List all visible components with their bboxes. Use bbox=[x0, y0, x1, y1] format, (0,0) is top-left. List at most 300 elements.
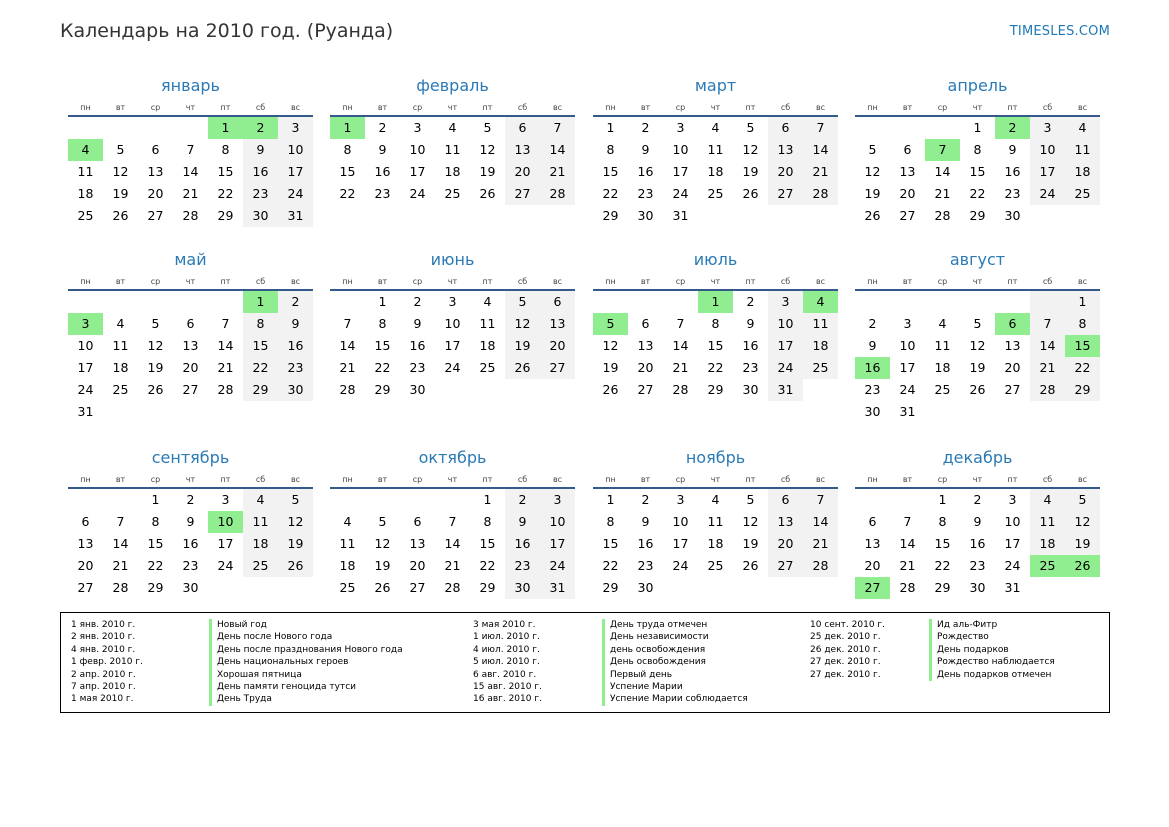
day-cell: 4 bbox=[116, 316, 125, 331]
day-cell: 11 bbox=[1030, 511, 1065, 533]
weekday-label: пт bbox=[745, 102, 756, 112]
weekday-label: вс bbox=[552, 474, 563, 484]
empty-cell bbox=[768, 205, 803, 227]
weekday-header bbox=[68, 99, 313, 117]
empty-cell bbox=[208, 401, 243, 423]
weekday-label: пт bbox=[220, 102, 231, 112]
day-cell: 12 bbox=[742, 514, 759, 529]
empty-cell bbox=[365, 489, 400, 511]
day-cell: 9 bbox=[186, 514, 195, 529]
day-cell: 19 bbox=[1065, 533, 1100, 555]
day-cell: 15 bbox=[339, 164, 356, 179]
day-cell: 25 bbox=[934, 382, 951, 397]
page-title: Календарь на 2010 год. (Руанда) bbox=[60, 20, 394, 42]
holiday-day-cell: 4 bbox=[68, 139, 103, 161]
days-grid bbox=[68, 117, 313, 227]
legend-holiday-name: День национальных героев bbox=[209, 656, 403, 668]
empty-cell bbox=[68, 291, 103, 313]
day-cell: 26 bbox=[278, 555, 313, 577]
weekday-header bbox=[855, 273, 1100, 291]
weekday-label: пт bbox=[482, 102, 493, 112]
weekday-header bbox=[68, 273, 313, 291]
weekday-label: сб bbox=[255, 474, 266, 484]
weekday-label: чт bbox=[447, 474, 458, 484]
day-cell: 10 bbox=[409, 142, 426, 157]
month-name: март bbox=[694, 76, 737, 95]
day-cell: 4 bbox=[483, 294, 492, 309]
day-cell: 2 bbox=[868, 316, 877, 331]
day-cell: 21 bbox=[112, 558, 129, 573]
day-cell: 19 bbox=[278, 533, 313, 555]
month-2 bbox=[330, 73, 575, 205]
day-cell: 30 bbox=[1004, 208, 1021, 223]
day-cell: 9 bbox=[505, 511, 540, 533]
day-cell: 21 bbox=[803, 161, 838, 183]
day-cell: 3 bbox=[1008, 492, 1017, 507]
day-cell: 20 bbox=[409, 558, 426, 573]
day-cell: 6 bbox=[540, 291, 575, 313]
weekday-label: вт bbox=[902, 276, 913, 286]
day-cell: 9 bbox=[641, 142, 650, 157]
day-cell: 24 bbox=[1004, 558, 1021, 573]
month-name: июнь bbox=[430, 250, 475, 269]
empty-cell bbox=[995, 401, 1030, 423]
empty-cell bbox=[855, 489, 890, 511]
day-cell: 27 bbox=[77, 580, 94, 595]
legend-date: 2 янв. 2010 г. bbox=[71, 632, 136, 643]
empty-cell bbox=[925, 117, 960, 139]
weekday-label: вс bbox=[1077, 474, 1088, 484]
day-cell: 13 bbox=[409, 536, 426, 551]
weekday-label: ср bbox=[675, 474, 686, 484]
day-cell: 24 bbox=[768, 357, 803, 379]
day-cell: 13 bbox=[1004, 338, 1021, 353]
weekday-label: сб bbox=[780, 276, 791, 286]
month-8 bbox=[855, 247, 1100, 423]
weekday-label: пн bbox=[605, 276, 616, 286]
weekday-label: вс bbox=[815, 474, 826, 484]
holiday-day-cell: 1 bbox=[330, 117, 365, 139]
weekday-label: пн bbox=[605, 102, 616, 112]
day-cell: 27 bbox=[899, 208, 916, 223]
day-cell: 11 bbox=[243, 511, 278, 533]
weekday-label: вс bbox=[1077, 102, 1088, 112]
day-cell: 24 bbox=[899, 382, 916, 397]
empty-cell bbox=[138, 291, 173, 313]
day-cell: 29 bbox=[217, 208, 234, 223]
legend-date: 25 дек. 2010 г. bbox=[810, 632, 881, 643]
legend-holiday-name: День независимости bbox=[602, 631, 748, 643]
legend-date: 15 авг. 2010 г. bbox=[473, 681, 542, 692]
day-cell: 27 bbox=[768, 183, 803, 205]
day-cell: 8 bbox=[711, 316, 720, 331]
day-cell: 10 bbox=[444, 316, 461, 331]
month-name: январь bbox=[161, 76, 220, 95]
weekday-label: пн bbox=[342, 102, 353, 112]
day-cell: 8 bbox=[606, 142, 615, 157]
weekday-label: пн bbox=[867, 276, 878, 286]
day-cell: 30 bbox=[409, 382, 426, 397]
day-cell: 27 bbox=[409, 580, 426, 595]
day-cell: 27 bbox=[768, 555, 803, 577]
day-cell: 26 bbox=[374, 580, 391, 595]
day-cell: 31 bbox=[77, 404, 94, 419]
day-cell: 8 bbox=[606, 514, 615, 529]
day-cell: 15 bbox=[217, 164, 234, 179]
month-name: август bbox=[949, 250, 1006, 269]
day-cell: 3 bbox=[278, 117, 313, 139]
legend-date: 1 мая 2010 г. bbox=[71, 694, 134, 705]
day-cell: 14 bbox=[182, 164, 199, 179]
day-cell: 30 bbox=[505, 577, 540, 599]
legend-date: 4 янв. 2010 г. bbox=[71, 644, 136, 655]
empty-cell bbox=[890, 489, 925, 511]
day-cell: 12 bbox=[969, 338, 986, 353]
legend-holiday-name: День после празднования Нового года bbox=[209, 644, 403, 656]
weekday-label: чт bbox=[447, 276, 458, 286]
day-cell: 21 bbox=[803, 533, 838, 555]
weekday-label: вт bbox=[115, 102, 126, 112]
day-cell: 21 bbox=[444, 558, 461, 573]
day-cell: 25 bbox=[479, 360, 496, 375]
day-cell: 24 bbox=[77, 382, 94, 397]
day-cell: 1 bbox=[973, 120, 982, 135]
day-cell: 14 bbox=[540, 139, 575, 161]
day-cell: 20 bbox=[147, 186, 164, 201]
day-cell: 12 bbox=[505, 313, 540, 335]
legend-holiday-name: День памяти геноцида тутси bbox=[209, 681, 403, 693]
day-cell: 4 bbox=[711, 492, 720, 507]
empty-cell bbox=[103, 489, 138, 511]
day-cell: 27 bbox=[147, 208, 164, 223]
day-cell: 18 bbox=[707, 164, 724, 179]
weekday-label: пн bbox=[605, 474, 616, 484]
legend-holiday-name: день освобождения bbox=[602, 644, 748, 656]
empty-cell bbox=[435, 489, 470, 511]
day-cell: 6 bbox=[768, 117, 803, 139]
month-name: февраль bbox=[416, 76, 489, 95]
day-cell: 11 bbox=[707, 514, 724, 529]
empty-cell bbox=[803, 577, 838, 599]
day-cell: 11 bbox=[77, 164, 94, 179]
day-cell: 8 bbox=[243, 313, 278, 335]
day-cell: 22 bbox=[602, 558, 619, 573]
days-grid bbox=[330, 291, 575, 401]
day-cell: 20 bbox=[540, 335, 575, 357]
empty-cell bbox=[628, 291, 663, 313]
day-cell: 24 bbox=[217, 558, 234, 573]
day-cell: 18 bbox=[1030, 533, 1065, 555]
day-cell: 26 bbox=[864, 208, 881, 223]
day-cell: 26 bbox=[479, 186, 496, 201]
day-cell: 13 bbox=[505, 139, 540, 161]
day-cell: 5 bbox=[746, 492, 755, 507]
day-cell: 10 bbox=[278, 139, 313, 161]
day-cell: 17 bbox=[1004, 536, 1021, 551]
holiday-day-cell: 2 bbox=[995, 117, 1030, 139]
day-cell: 2 bbox=[378, 120, 387, 135]
day-cell: 26 bbox=[602, 382, 619, 397]
day-cell: 15 bbox=[602, 536, 619, 551]
weekday-label: вс bbox=[552, 276, 563, 286]
day-cell: 5 bbox=[1065, 489, 1100, 511]
day-cell: 30 bbox=[742, 382, 759, 397]
day-cell: 10 bbox=[540, 511, 575, 533]
weekday-label: сб bbox=[517, 102, 528, 112]
empty-cell bbox=[1030, 577, 1065, 599]
day-cell: 5 bbox=[868, 142, 877, 157]
day-cell: 30 bbox=[243, 205, 278, 227]
weekday-label: сб bbox=[1042, 276, 1053, 286]
day-cell: 21 bbox=[540, 161, 575, 183]
day-cell: 7 bbox=[803, 117, 838, 139]
day-cell: 8 bbox=[1065, 313, 1100, 335]
day-cell: 16 bbox=[637, 536, 654, 551]
day-cell: 30 bbox=[278, 379, 313, 401]
holiday-legend bbox=[60, 612, 1110, 713]
day-cell: 7 bbox=[676, 316, 685, 331]
day-cell: 12 bbox=[147, 338, 164, 353]
day-cell: 13 bbox=[899, 164, 916, 179]
day-cell: 19 bbox=[479, 164, 496, 179]
weekday-label: сб bbox=[517, 474, 528, 484]
day-cell: 2 bbox=[641, 120, 650, 135]
day-cell: 16 bbox=[505, 533, 540, 555]
weekday-label: вт bbox=[377, 474, 388, 484]
weekday-label: ср bbox=[675, 276, 686, 286]
day-cell: 5 bbox=[505, 291, 540, 313]
day-cell: 18 bbox=[112, 360, 129, 375]
empty-cell bbox=[173, 401, 208, 423]
empty-cell bbox=[803, 205, 838, 227]
holiday-day-cell: 7 bbox=[925, 139, 960, 161]
day-cell: 18 bbox=[1065, 161, 1100, 183]
day-cell: 21 bbox=[217, 360, 234, 375]
day-cell: 21 bbox=[934, 186, 951, 201]
day-cell: 7 bbox=[116, 514, 125, 529]
day-cell: 31 bbox=[278, 205, 313, 227]
empty-cell bbox=[1065, 577, 1100, 599]
day-cell: 19 bbox=[112, 186, 129, 201]
day-cell: 16 bbox=[243, 161, 278, 183]
day-cell: 11 bbox=[1065, 139, 1100, 161]
weekday-label: ср bbox=[937, 102, 948, 112]
day-cell: 25 bbox=[243, 555, 278, 577]
day-cell: 9 bbox=[378, 142, 387, 157]
day-cell: 19 bbox=[742, 164, 759, 179]
weekday-header bbox=[68, 471, 313, 489]
day-cell: 28 bbox=[803, 183, 838, 205]
day-cell: 7 bbox=[540, 117, 575, 139]
weekday-label: ср bbox=[937, 474, 948, 484]
day-cell: 20 bbox=[768, 533, 803, 555]
weekday-label: вс bbox=[815, 276, 826, 286]
empty-cell bbox=[960, 291, 995, 313]
day-cell: 28 bbox=[672, 382, 689, 397]
month-name: октябрь bbox=[418, 448, 487, 467]
empty-cell bbox=[68, 117, 103, 139]
day-cell: 22 bbox=[969, 186, 986, 201]
day-cell: 13 bbox=[77, 536, 94, 551]
weekday-header bbox=[330, 471, 575, 489]
empty-cell bbox=[173, 291, 208, 313]
legend-date: 3 мая 2010 г. bbox=[473, 620, 536, 630]
days-grid bbox=[593, 291, 838, 401]
day-cell: 22 bbox=[934, 558, 951, 573]
day-cell: 29 bbox=[479, 580, 496, 595]
day-cell: 22 bbox=[217, 186, 234, 201]
weekday-label: чт bbox=[185, 276, 196, 286]
day-cell: 14 bbox=[444, 536, 461, 551]
day-cell: 7 bbox=[803, 489, 838, 511]
legend-holiday-name: Хорошая пятница bbox=[209, 669, 403, 681]
day-cell: 20 bbox=[77, 558, 94, 573]
empty-cell bbox=[103, 401, 138, 423]
day-cell: 10 bbox=[672, 142, 689, 157]
day-cell: 19 bbox=[505, 335, 540, 357]
day-cell: 16 bbox=[182, 536, 199, 551]
day-cell: 22 bbox=[1065, 357, 1100, 379]
weekday-label: вт bbox=[115, 474, 126, 484]
day-cell: 21 bbox=[339, 360, 356, 375]
day-cell: 29 bbox=[243, 379, 278, 401]
month-name: апрель bbox=[947, 76, 1008, 95]
day-cell: 19 bbox=[864, 186, 881, 201]
day-cell: 23 bbox=[637, 558, 654, 573]
legend-holiday-name: День Труда bbox=[209, 693, 403, 705]
weekday-label: ср bbox=[150, 102, 161, 112]
weekday-label: ср bbox=[412, 276, 423, 286]
day-cell: 16 bbox=[409, 338, 426, 353]
weekday-label: пт bbox=[482, 276, 493, 286]
day-cell: 10 bbox=[899, 338, 916, 353]
day-cell: 28 bbox=[934, 208, 951, 223]
day-cell: 23 bbox=[969, 558, 986, 573]
day-cell: 22 bbox=[243, 357, 278, 379]
day-cell: 8 bbox=[973, 142, 982, 157]
day-cell: 31 bbox=[1004, 580, 1021, 595]
day-cell: 31 bbox=[768, 379, 803, 401]
legend-dates-col-1 bbox=[71, 619, 143, 706]
day-cell: 17 bbox=[217, 536, 234, 551]
empty-cell bbox=[278, 401, 313, 423]
weekday-label: ср bbox=[412, 102, 423, 112]
day-cell: 24 bbox=[444, 360, 461, 375]
day-cell: 26 bbox=[742, 558, 759, 573]
day-cell: 2 bbox=[746, 294, 755, 309]
day-cell: 23 bbox=[1004, 186, 1021, 201]
legend-holiday-name: День труда отмечен bbox=[602, 619, 748, 631]
weekday-label: сб bbox=[255, 102, 266, 112]
day-cell: 13 bbox=[147, 164, 164, 179]
day-cell: 3 bbox=[1030, 117, 1065, 139]
month-name: май bbox=[174, 250, 207, 269]
days-grid bbox=[68, 291, 313, 423]
day-cell: 18 bbox=[243, 533, 278, 555]
day-cell: 8 bbox=[938, 514, 947, 529]
day-cell: 12 bbox=[742, 142, 759, 157]
day-cell: 24 bbox=[409, 186, 426, 201]
days-grid bbox=[855, 489, 1100, 599]
empty-cell bbox=[138, 117, 173, 139]
legend-names-col-3 bbox=[929, 619, 1055, 681]
day-cell: 14 bbox=[899, 536, 916, 551]
brand-link[interactable]: TIMESLES.COM bbox=[1009, 24, 1110, 39]
day-cell: 13 bbox=[768, 511, 803, 533]
day-cell: 25 bbox=[339, 580, 356, 595]
month-6 bbox=[330, 247, 575, 401]
day-cell: 27 bbox=[1004, 382, 1021, 397]
legend-date: 16 авг. 2010 г. bbox=[473, 694, 542, 705]
day-cell: 21 bbox=[899, 558, 916, 573]
days-grid bbox=[593, 489, 838, 599]
weekday-label: пт bbox=[1007, 474, 1018, 484]
day-cell: 28 bbox=[540, 183, 575, 205]
day-cell: 22 bbox=[479, 558, 496, 573]
holiday-day-cell: 27 bbox=[855, 577, 890, 599]
day-cell: 23 bbox=[864, 382, 881, 397]
day-cell: 10 bbox=[768, 313, 803, 335]
day-cell: 30 bbox=[637, 580, 654, 595]
legend-date: 6 авг. 2010 г. bbox=[473, 669, 537, 680]
day-cell: 3 bbox=[768, 291, 803, 313]
day-cell: 16 bbox=[969, 536, 986, 551]
day-cell: 26 bbox=[147, 382, 164, 397]
legend-date: 4 июл. 2010 г. bbox=[473, 644, 540, 655]
day-cell: 4 bbox=[448, 120, 457, 135]
weekday-label: пн bbox=[342, 276, 353, 286]
weekday-label: пн bbox=[342, 474, 353, 484]
day-cell: 11 bbox=[444, 142, 461, 157]
day-cell: 28 bbox=[803, 555, 838, 577]
empty-cell bbox=[330, 489, 365, 511]
days-grid bbox=[68, 489, 313, 599]
weekday-label: ср bbox=[675, 102, 686, 112]
empty-cell bbox=[995, 291, 1030, 313]
month-name: июль bbox=[693, 250, 738, 269]
day-cell: 5 bbox=[151, 316, 160, 331]
day-cell: 5 bbox=[483, 120, 492, 135]
weekday-label: пт bbox=[745, 276, 756, 286]
day-cell: 13 bbox=[637, 338, 654, 353]
day-cell: 8 bbox=[378, 316, 387, 331]
weekday-label: пн bbox=[80, 102, 91, 112]
day-cell: 15 bbox=[374, 338, 391, 353]
empty-cell bbox=[330, 291, 365, 313]
weekday-label: вт bbox=[902, 102, 913, 112]
day-cell: 12 bbox=[602, 338, 619, 353]
month-name: ноябрь bbox=[685, 448, 746, 467]
day-cell: 17 bbox=[77, 360, 94, 375]
day-cell: 1 bbox=[483, 492, 492, 507]
day-cell: 10 bbox=[672, 514, 689, 529]
holiday-day-cell: 1 bbox=[698, 291, 733, 313]
empty-cell bbox=[663, 577, 698, 599]
day-cell: 6 bbox=[413, 514, 422, 529]
weekday-label: вт bbox=[640, 102, 651, 112]
day-cell: 23 bbox=[637, 186, 654, 201]
day-cell: 18 bbox=[803, 335, 838, 357]
holiday-day-cell: 4 bbox=[803, 291, 838, 313]
day-cell: 28 bbox=[112, 580, 129, 595]
legend-date: 26 дек. 2010 г. bbox=[810, 644, 881, 655]
weekday-header bbox=[330, 99, 575, 117]
weekday-label: сб bbox=[780, 102, 791, 112]
day-cell: 15 bbox=[707, 338, 724, 353]
weekday-label: ср bbox=[937, 276, 948, 286]
weekday-header bbox=[593, 471, 838, 489]
day-cell: 22 bbox=[374, 360, 391, 375]
